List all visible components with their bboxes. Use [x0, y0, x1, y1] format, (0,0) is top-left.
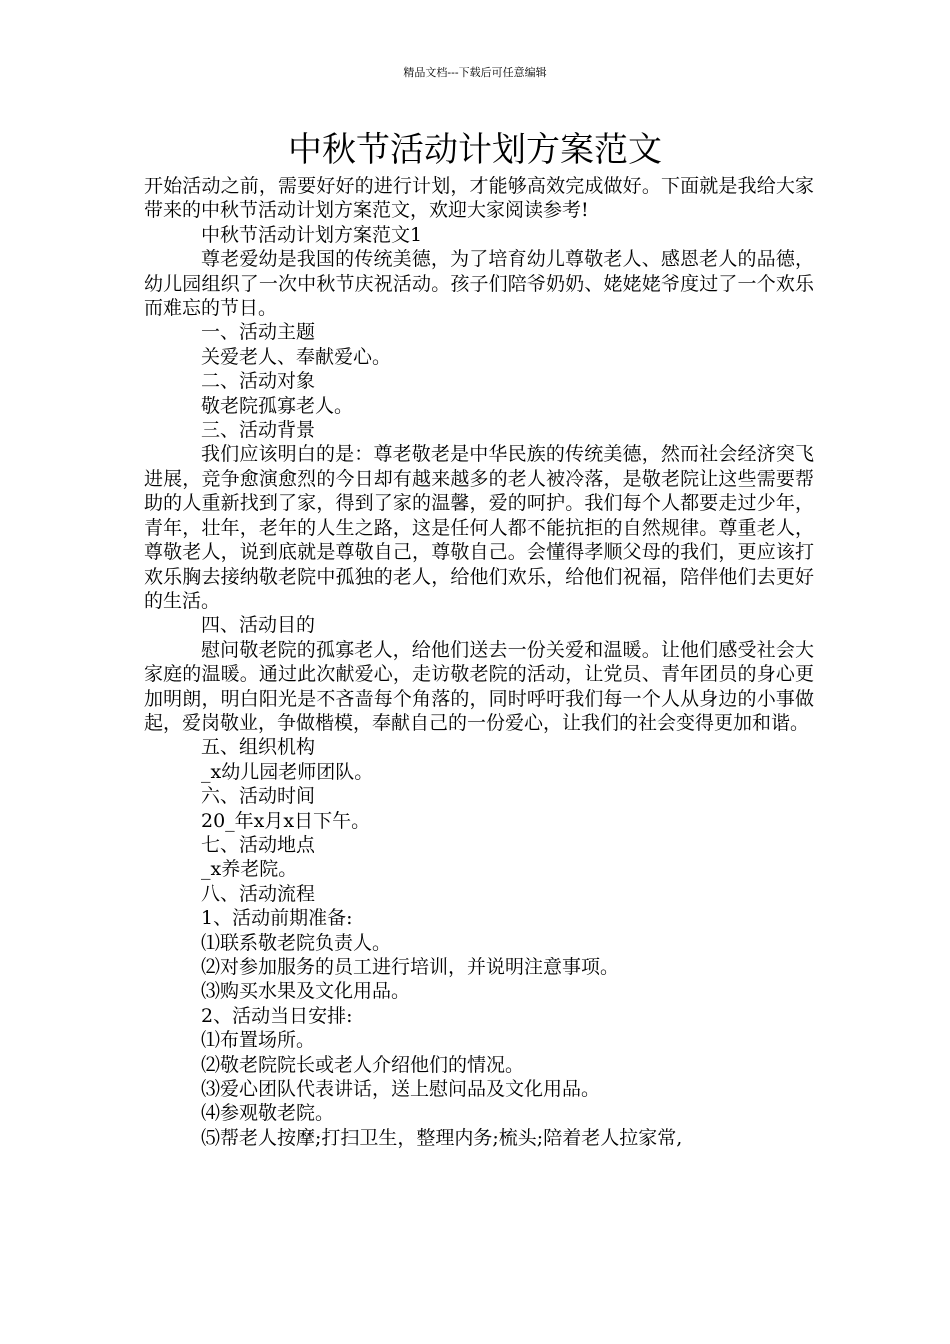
text-target: 敬老院孤寡老人。 — [201, 394, 354, 417]
heading-time: 六、活动时间 — [201, 785, 316, 808]
step-2-heading: 2、活动当日安排: — [201, 1004, 353, 1027]
heading-theme: 一、活动主题 — [201, 321, 316, 344]
step-2-item-2: ⑵敬老院院长或老人介绍他们的情况。 — [201, 1053, 525, 1076]
step-1-item-2: ⑵对参加服务的员工进行培训，并说明注意事项。 — [201, 956, 620, 978]
step-2-item-5: ⑸帮老人按摩;打扫卫生，整理内务;梳头;陪着老人拉家常, — [201, 1126, 683, 1149]
text-organization: _x幼儿园老师团队。 — [201, 760, 374, 783]
step-2-item-4: ⑷参观敬老院。 — [201, 1102, 335, 1125]
paragraph-1: 尊老爱幼是我国的传统美德，为了培育幼儿尊敬老人、感恩老人的品德，幼儿园组织了一次中秋节庆祝活动。孩子们陪爷奶奶、姥姥姥爷度过了一个欢乐而难忘的节日。 — [144, 248, 814, 320]
paragraph-purpose: 慰问敬老院的孤寡老人，给他们送去一份关爱和温暖。让他们感受社会大家庭的温暖。通过此次献爱心，走访敬老院的活动，让党员、青年团员的身心更加明朗，明白阳光是不吝啬每个角落的，同时呼吁我们每一个人从身边的小事做起，爱岗敬业，争做楷模，奉献自己的一份爱心，让我们的社会变得更加和谐。 — [144, 638, 814, 734]
step-2-item-1: ⑴布置场所。 — [201, 1029, 316, 1052]
step-1-heading: 1、活动前期准备: — [201, 907, 353, 930]
step-1-item-3: ⑶购买水果及文化用品。 — [201, 980, 411, 1003]
paragraph-background: 我们应该明白的是：尊老敬老是中华民族的传统美德，然而社会经济突飞进展，竞争愈演愈烈的今日却有越来越多的老人被冷落，是敬老院让这些需要帮助的人重新找到了家，得到了家的温馨，爱的呵护。我们每个人都要走过少年，青年，壮年，老年的人生之路，这是任何人都不能抗拒的自然规律。尊重老人，尊敬老人，说到底就是尊敬自己，尊敬自己。会懂得孝顺父母的我们，更应该打欢乐胸去接纳敬老院中孤独的老人，给他们欢乐，给他们祝福，陪伴他们去更好的生活。 — [144, 443, 814, 612]
header-note: 精品文档---下载后可任意编辑 — [403, 66, 547, 79]
step-2-item-3: ⑶爱心团队代表讲话，送上慰问品及文化用品。 — [201, 1078, 601, 1101]
heading-background: 三、活动背景 — [201, 419, 316, 442]
intro-paragraph: 开始活动之前，需要好好的进行计划，才能够高效完成做好。下面就是我给大家带来的中秋节活动计划方案范文，欢迎大家阅读参考! — [144, 175, 814, 222]
heading-purpose: 四、活动目的 — [201, 614, 316, 637]
step-1-item-1: ⑴联系敬老院负责人。 — [201, 931, 392, 954]
heading-organization: 五、组织机构 — [201, 736, 316, 759]
text-location: _x养老院。 — [201, 858, 298, 881]
heading-location: 七、活动地点 — [201, 833, 316, 856]
document-title: 中秋节活动计划方案范文 — [288, 130, 662, 170]
heading-target: 二、活动对象 — [201, 370, 316, 393]
heading-process: 八、活动流程 — [201, 882, 316, 905]
text-theme: 关爱老人、奉献爱心。 — [201, 345, 392, 368]
section-title: 中秋节活动计划方案范文1 — [201, 223, 423, 246]
document-body — [144, 174, 814, 1150]
text-time: 20_年x月x日下午。 — [201, 809, 371, 832]
